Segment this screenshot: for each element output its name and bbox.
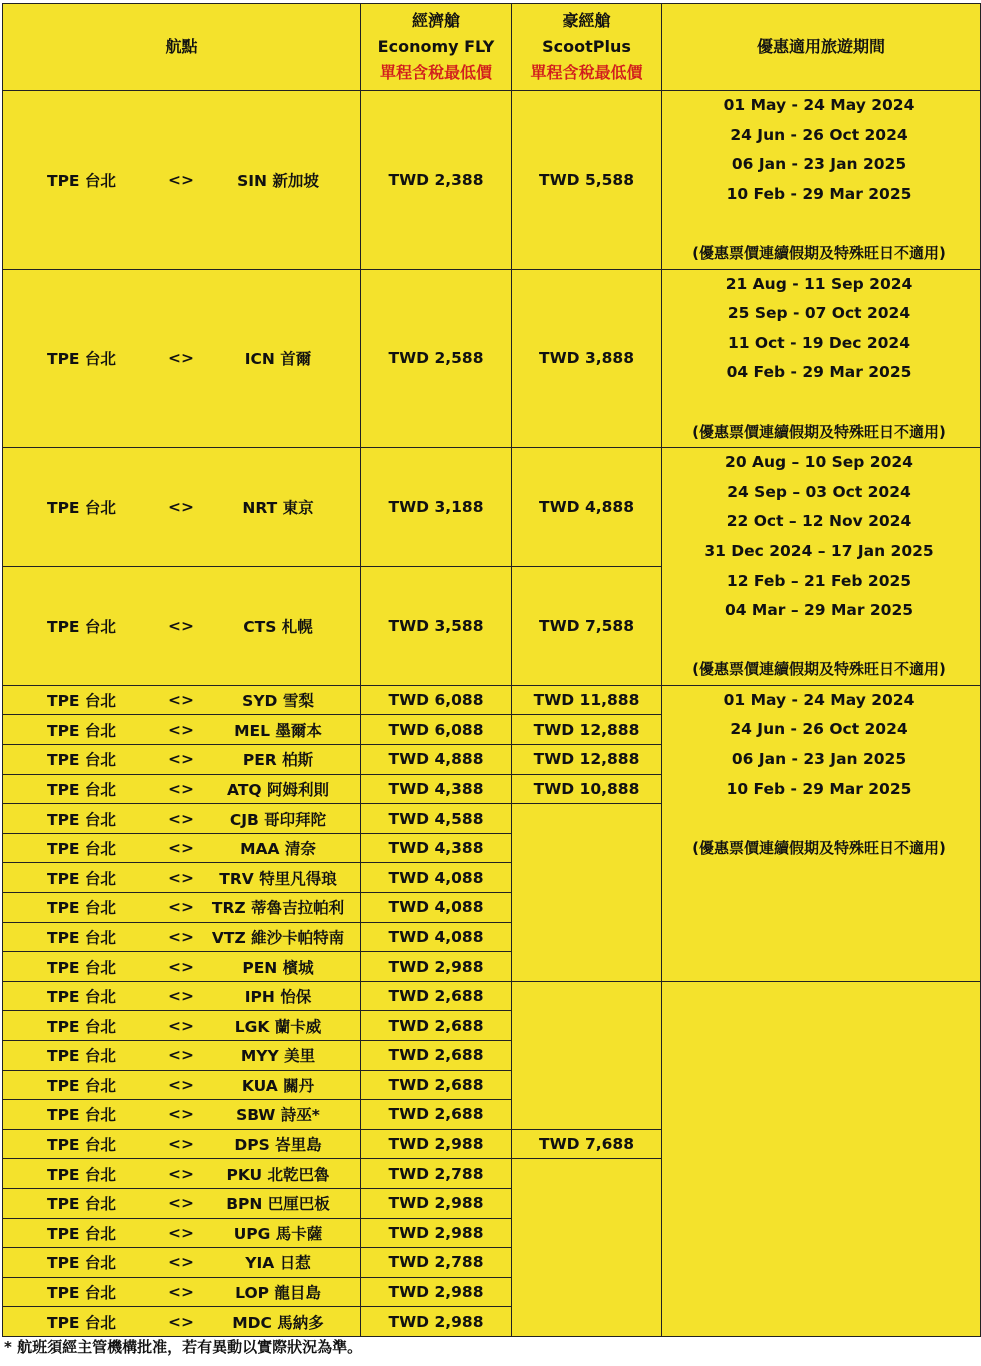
period-date: 10 Feb - 29 Mar 2025: [726, 779, 912, 798]
scootplus-price: TWD 10,888: [512, 774, 662, 804]
route-cell: [3, 1041, 361, 1071]
destination: BPN 巴厘巴板: [226, 1195, 330, 1214]
period-date: 10 Feb - 29 Mar 2025: [726, 184, 912, 203]
route-cell: [3, 863, 361, 893]
route-arrow: <>: [168, 1016, 194, 1035]
economy-price: TWD 2,988: [361, 1307, 512, 1337]
economy-price: TWD 2,688: [361, 1041, 512, 1071]
route-cell: [3, 774, 361, 804]
economy-price: TWD 4,388: [361, 774, 512, 804]
origin: TPE 台北: [47, 721, 116, 740]
origin: TPE 台北: [47, 869, 116, 888]
route-arrow: <>: [168, 616, 194, 635]
origin: TPE 台北: [47, 840, 116, 859]
destination: MAA 清奈: [240, 840, 316, 859]
economy-price: TWD 2,688: [361, 1070, 512, 1100]
economy-price: TWD 2,688: [361, 1011, 512, 1041]
period-date: 04 Mar – 29 Mar 2025: [724, 601, 914, 620]
period-date: 01 May - 24 May 2024: [723, 96, 915, 114]
route-cell: [3, 1218, 361, 1248]
destination: PER 柏斯: [242, 751, 314, 770]
route-cell: [3, 1100, 361, 1130]
destination: PKU 北乾巴魯: [226, 1165, 330, 1184]
economy-note: 單程含稅最低價: [379, 63, 492, 82]
period-cell: [662, 91, 981, 270]
spacer: [662, 388, 976, 418]
route-arrow: <>: [168, 957, 194, 976]
spacer: [662, 626, 976, 656]
route-arrow: <>: [168, 1164, 194, 1183]
economy-product: Economy FLY: [377, 37, 495, 56]
header-period: [662, 4, 981, 91]
scootplus-price: TWD 7,688: [512, 1129, 662, 1159]
period-date: 06 Jan - 23 Jan 2025: [731, 155, 907, 174]
origin: TPE 台北: [47, 928, 116, 947]
route-arrow: <>: [168, 170, 194, 189]
origin: TPE 台北: [47, 1136, 116, 1155]
route-arrow: <>: [168, 1253, 194, 1272]
route-cell: [3, 1248, 361, 1278]
period-date: 01 May - 24 May 2024: [723, 690, 915, 709]
destination: YIA 日惹: [245, 1254, 311, 1273]
period-exclusion-note: (優惠票價連續假期及特殊旺日不適用): [692, 422, 946, 441]
destination: DPS 峇里島: [234, 1136, 322, 1155]
economy-price: TWD 2,988: [361, 1277, 512, 1307]
origin: TPE 台北: [47, 499, 116, 518]
economy-price: TWD 2,588: [361, 269, 512, 448]
origin: TPE 台北: [47, 810, 116, 829]
route-cell: [3, 1188, 361, 1218]
destination: UPG 馬卡薩: [233, 1224, 323, 1243]
scootplus-price: TWD 3,888: [512, 269, 662, 448]
period-date: 24 Sep – 03 Oct 2024: [727, 482, 911, 501]
origin: TPE 台北: [47, 1017, 116, 1036]
economy-price: TWD 2,788: [361, 1159, 512, 1189]
origin: TPE 台北: [47, 1284, 116, 1303]
economy-price: TWD 2,988: [361, 1218, 512, 1248]
table-row: [3, 269, 981, 448]
scootplus-name: 豪經艙: [562, 11, 611, 30]
header-scootplus: [512, 4, 662, 91]
route-arrow: <>: [168, 987, 194, 1006]
origin: TPE 台北: [47, 1106, 116, 1125]
origin: TPE 台北: [47, 958, 116, 977]
economy-price: TWD 2,988: [361, 952, 512, 982]
route-arrow: <>: [168, 1283, 194, 1302]
scootplus-product: ScootPlus: [542, 37, 631, 56]
economy-price: TWD 4,888: [361, 745, 512, 775]
scootplus-empty: [512, 981, 662, 1129]
destination: KUA 關丹: [241, 1076, 315, 1095]
header-row: [3, 4, 981, 91]
period-date: 31 Dec 2024 – 17 Jan 2025: [704, 541, 934, 560]
destination: LGK 蘭卡威: [234, 1017, 322, 1036]
route-arrow: <>: [168, 349, 194, 368]
economy-price: TWD 4,588: [361, 804, 512, 834]
route-cell: [3, 91, 361, 270]
period-date: 24 Jun - 26 Oct 2024: [730, 125, 908, 144]
route-arrow: <>: [168, 1075, 194, 1094]
route-cell: [3, 1070, 361, 1100]
route-arrow: <>: [168, 720, 194, 739]
fare-table: [2, 3, 981, 1337]
header-economy: [361, 4, 512, 91]
origin: TPE 台北: [47, 350, 116, 369]
header-period-label: 優惠適用旅遊期間: [756, 37, 885, 56]
destination: MYY 美里: [240, 1047, 316, 1066]
footnote: * 航班須經主管機構批准，若有異動以實際狀況為準。: [4, 1338, 363, 1356]
period-cell: [662, 981, 981, 1336]
period-exclusion-note: (優惠票價連續假期及特殊旺日不適用): [692, 243, 946, 262]
destination: ICN 首爾: [244, 350, 312, 369]
destination: IPH 怡保: [244, 988, 312, 1007]
table-row: [3, 448, 981, 567]
route-cell: [3, 567, 361, 686]
period-exclusion-note: (優惠票價連續假期及特殊旺日不適用): [692, 838, 946, 857]
route-arrow: <>: [168, 691, 194, 710]
scootplus-price: TWD 5,588: [512, 91, 662, 270]
origin: TPE 台北: [47, 1165, 116, 1184]
route-arrow: <>: [168, 839, 194, 858]
destination: MDC 馬納多: [232, 1313, 324, 1332]
origin: TPE 台北: [47, 751, 116, 770]
economy-price: TWD 2,688: [361, 1100, 512, 1130]
spacer: [662, 209, 976, 239]
route-arrow: <>: [168, 779, 194, 798]
origin: TPE 台北: [47, 899, 116, 918]
route-arrow: <>: [168, 1105, 194, 1124]
route-cell: [3, 1011, 361, 1041]
header-route-label: 航點: [165, 37, 198, 56]
route-cell: [3, 448, 361, 567]
route-cell: [3, 893, 361, 923]
route-arrow: <>: [168, 1312, 194, 1331]
destination: SBW 詩巫*: [236, 1106, 320, 1125]
scootplus-price: TWD 4,888: [512, 448, 662, 567]
route-cell: [3, 1277, 361, 1307]
route-arrow: <>: [168, 809, 194, 828]
economy-price: TWD 4,088: [361, 922, 512, 952]
route-cell: [3, 922, 361, 952]
destination: TRV 特里凡得琅: [219, 869, 337, 888]
route-arrow: <>: [168, 1223, 194, 1242]
origin: TPE 台北: [47, 1047, 116, 1066]
economy-price: TWD 2,688: [361, 981, 512, 1011]
economy-price: TWD 3,588: [361, 567, 512, 686]
header-route: [3, 4, 361, 91]
destination: VTZ 維沙卡帕特南: [211, 928, 345, 947]
origin: TPE 台北: [47, 1313, 116, 1332]
period-date: 06 Jan - 23 Jan 2025: [731, 750, 907, 769]
period-date: 12 Feb – 21 Feb 2025: [726, 571, 912, 590]
period-date: 25 Sep - 07 Oct 2024: [727, 304, 911, 323]
economy-price: TWD 4,388: [361, 833, 512, 863]
route-arrow: <>: [168, 750, 194, 769]
destination: LOP 龍目島: [235, 1284, 321, 1303]
route-arrow: <>: [168, 868, 194, 887]
origin: TPE 台北: [47, 988, 116, 1007]
route-cell: [3, 715, 361, 745]
scootplus-price: TWD 7,588: [512, 567, 662, 686]
route-cell: [3, 1159, 361, 1189]
spacer: [662, 804, 976, 834]
route-arrow: <>: [168, 1135, 194, 1154]
destination: MEL 墨爾本: [234, 721, 322, 740]
period-cell: [662, 269, 981, 448]
economy-price: TWD 2,988: [361, 1129, 512, 1159]
origin: TPE 台北: [47, 692, 116, 711]
origin: TPE 台北: [47, 1254, 116, 1273]
destination: SIN 新加坡: [237, 171, 319, 190]
period-cell: [662, 448, 981, 686]
route-cell: [3, 1307, 361, 1337]
period-date: 21 Aug - 11 Sep 2024: [725, 274, 913, 293]
route-cell: [3, 952, 361, 982]
period-exclusion-note: (優惠票價連續假期及特殊旺日不適用): [692, 660, 946, 679]
route-arrow: <>: [168, 898, 194, 917]
economy-price: TWD 3,188: [361, 448, 512, 567]
route-cell: [3, 804, 361, 834]
period-cell: [662, 685, 981, 981]
origin: TPE 台北: [47, 780, 116, 799]
route-arrow: <>: [168, 927, 194, 946]
scootplus-empty: [512, 1159, 662, 1337]
destination: TRZ 蒂魯吉拉帕利: [211, 899, 345, 918]
destination: CJB 哥印拜陀: [229, 810, 327, 829]
economy-price: TWD 2,788: [361, 1248, 512, 1278]
route-arrow: <>: [168, 1046, 194, 1065]
route-arrow: <>: [168, 498, 194, 517]
table-row: [3, 91, 981, 270]
table-row: [3, 981, 981, 1011]
route-cell: [3, 745, 361, 775]
origin: TPE 台北: [47, 171, 116, 190]
route-cell: [3, 981, 361, 1011]
period-date: 22 Oct – 12 Nov 2024: [726, 512, 912, 531]
destination: ATQ 阿姆利則: [227, 780, 329, 799]
economy-name: 經濟艙: [411, 11, 460, 30]
scootplus-price: TWD 12,888: [512, 745, 662, 775]
origin: TPE 台北: [47, 1076, 116, 1095]
destination: NRT 東京: [242, 499, 314, 518]
fare-table-body: [3, 91, 981, 1337]
destination: PEN 檳城: [242, 958, 314, 977]
origin: TPE 台北: [47, 1224, 116, 1243]
route-cell: [3, 269, 361, 448]
origin: TPE 台北: [47, 1195, 116, 1214]
economy-price: TWD 4,088: [361, 863, 512, 893]
economy-price: TWD 6,088: [361, 685, 512, 715]
economy-price: TWD 2,388: [361, 91, 512, 270]
scootplus-note: 單程含稅最低價: [530, 63, 643, 82]
economy-price: TWD 2,988: [361, 1188, 512, 1218]
period-date: 11 Oct - 19 Dec 2024: [727, 333, 911, 352]
destination: CTS 札幌: [243, 617, 313, 636]
route-arrow: <>: [168, 1194, 194, 1213]
scootplus-price: TWD 12,888: [512, 715, 662, 745]
route-cell: [3, 833, 361, 863]
economy-price: TWD 6,088: [361, 715, 512, 745]
period-date: 04 Feb - 29 Mar 2025: [726, 363, 912, 382]
economy-price: TWD 4,088: [361, 893, 512, 923]
period-date: 20 Aug – 10 Sep 2024: [725, 453, 913, 472]
scootplus-price: TWD 11,888: [512, 685, 662, 715]
route-cell: [3, 685, 361, 715]
destination: SYD 雪梨: [242, 692, 314, 711]
origin: TPE 台北: [47, 617, 116, 636]
scootplus-empty: [512, 804, 662, 982]
route-cell: [3, 1129, 361, 1159]
period-date: 24 Jun - 26 Oct 2024: [730, 720, 908, 739]
table-row: [3, 685, 981, 715]
